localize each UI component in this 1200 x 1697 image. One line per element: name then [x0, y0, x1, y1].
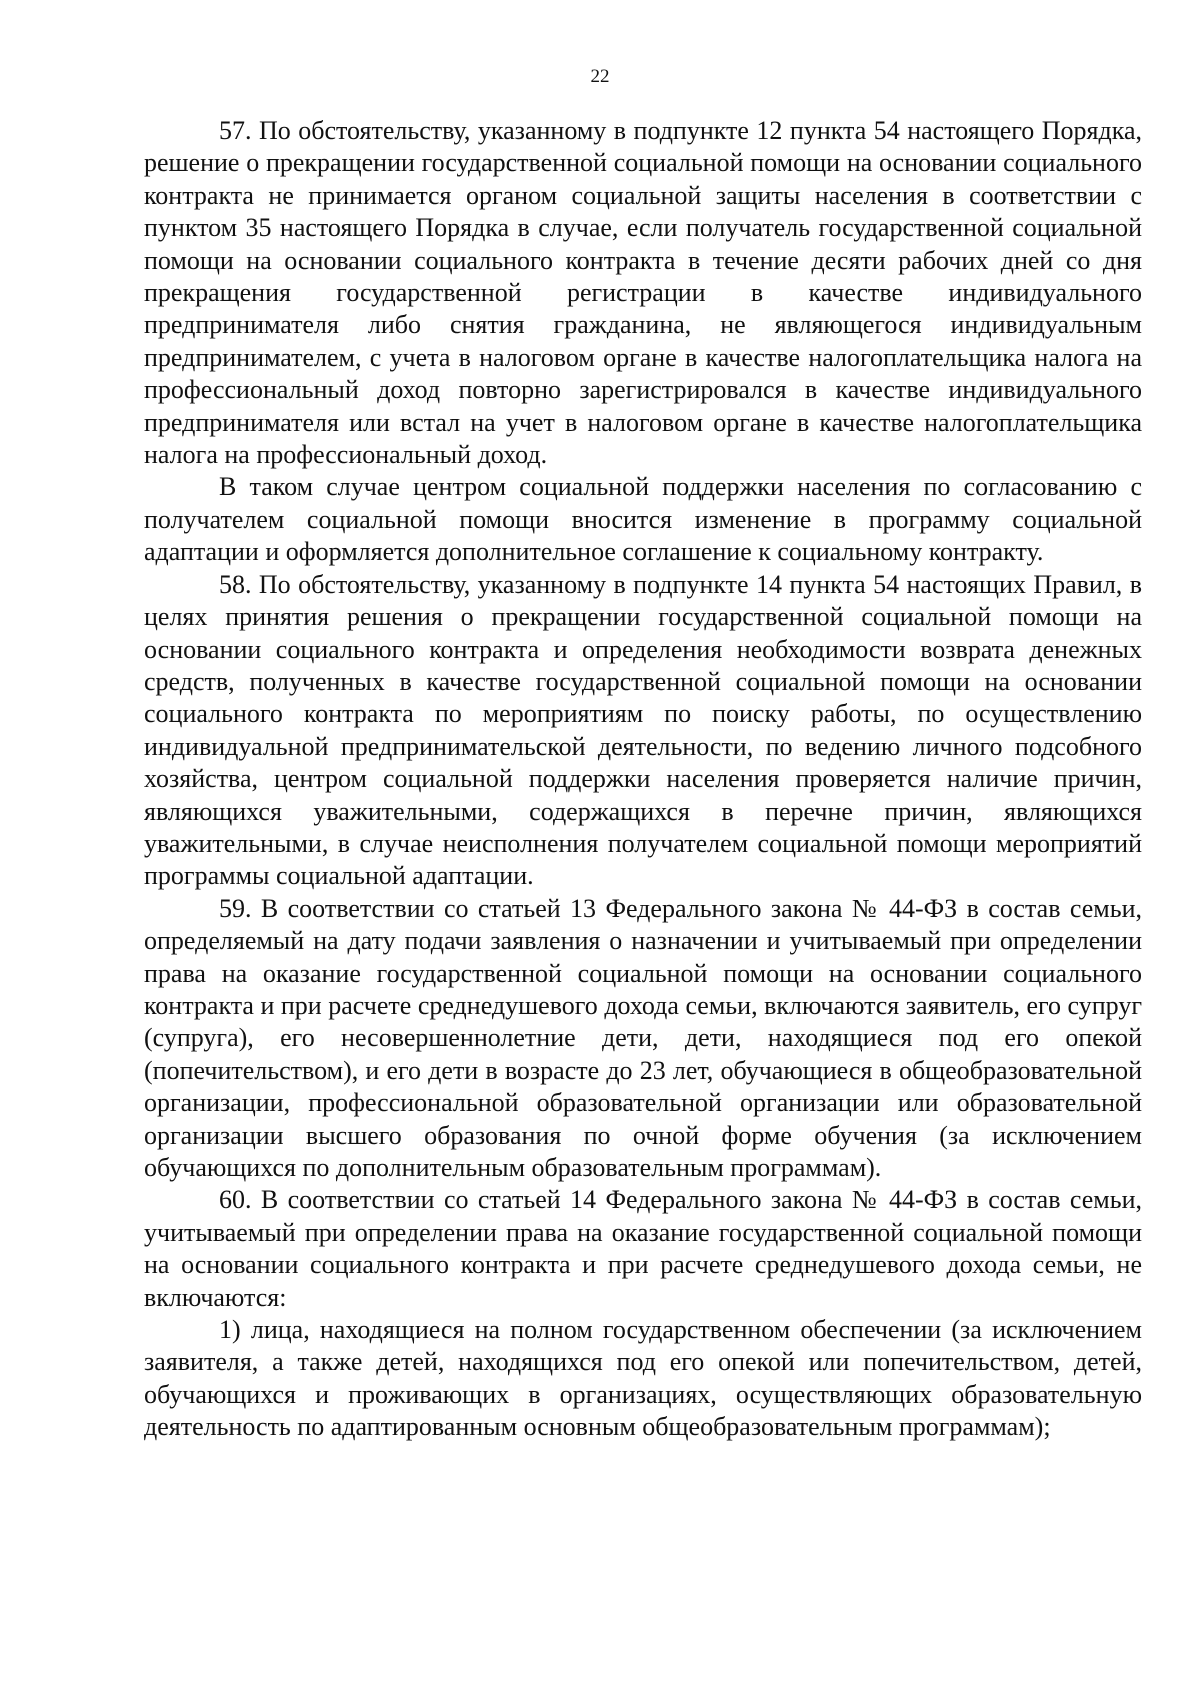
document-body — [144, 115, 1142, 1444]
paragraph-57-continuation: В таком случае центром социальной поддержки населения по согласованию с получателем социальной помощи вносится изменение в программу социальной адаптации и оформляется дополнительное соглашение к социальному контракту. — [144, 472, 1142, 567]
page-number: 22 — [590, 66, 610, 87]
paragraph-59: 59. В соответствии со статьей 13 Федерального закона № 44-ФЗ в состав семьи, определяемый на дату подачи заявления о назначении и учитываемый при определении права на оказание государственной социальной помощи на основании социального контракта и при расчете среднедушевого дохода семьи, включаются заявитель, его супруг (супруга), его несовершеннолетние дети, дети, находящиеся под его опекой (попечительством), и его дети в возрасте до 23 лет, обучающиеся в общеобразовательной организации, профессиональной образовательной организации или образовательной организации высшего образования по очной форме обучения (за исключением обучающихся по дополнительным образовательным программам). — [144, 893, 1142, 1182]
paragraph-60: 60. В соответствии со статьей 14 Федерального закона № 44-ФЗ в состав семьи, учитываемый при определении права на оказание государственной социальной помощи на основании социального контракта и при расчете среднедушевого дохода семьи, не включаются: — [144, 1185, 1142, 1312]
paragraph-57: 57. По обстоятельству, указанному в подпункте 12 пункта 54 настоящего Порядка, решение о прекращении государственной социальной помощи на основании социального контракта не принимается органом социальной защиты населения в соответствии с пунктом 35 настоящего Порядка в случае, если получатель государственной социальной помощи на основании социального контракта в течение десяти рабочих дней со дня прекращения государственной регистрации в качестве индивидуального предпринимателя либо снятия гражданина, не являющегося индивидуальным предпринимателем, с учета в налоговом органе в качестве налогоплательщика налога на профессиональный доход повторно зарегистрировался в качестве индивидуального предпринимателя или встал на учет в налоговом органе в качестве налогоплательщика налога на профессиональный доход. — [144, 116, 1142, 470]
paragraph-58: 58. По обстоятельству, указанному в подпункте 14 пункта 54 настоящих Правил, в целях принятия решения о прекращении государственной социальной помощи на основании социального контракта и определения необходимости возврата денежных средств, полученных в качестве государственной социальной помощи на основании социального контракта по мероприятиям по поиску работы, по осуществлению индивидуальной предпринимательской деятельности, по ведению личного подсобного хозяйства, центром социальной поддержки населения проверяется наличие причин, являющихся уважительными, содержащихся в перечне причин, являющихся уважительными, в случае неисполнения получателем социальной помощи мероприятий программы социальной адаптации. — [144, 569, 1142, 891]
paragraph-60-item-1: 1) лица, находящиеся на полном государственном обеспечении (за исключением заявителя, а также детей, находящихся под его опекой или попечительством, детей, обучающихся и проживающих в организациях, осуществляющих образовательную деятельность по адаптированным основным общеобразовательным программам); — [144, 1315, 1142, 1442]
